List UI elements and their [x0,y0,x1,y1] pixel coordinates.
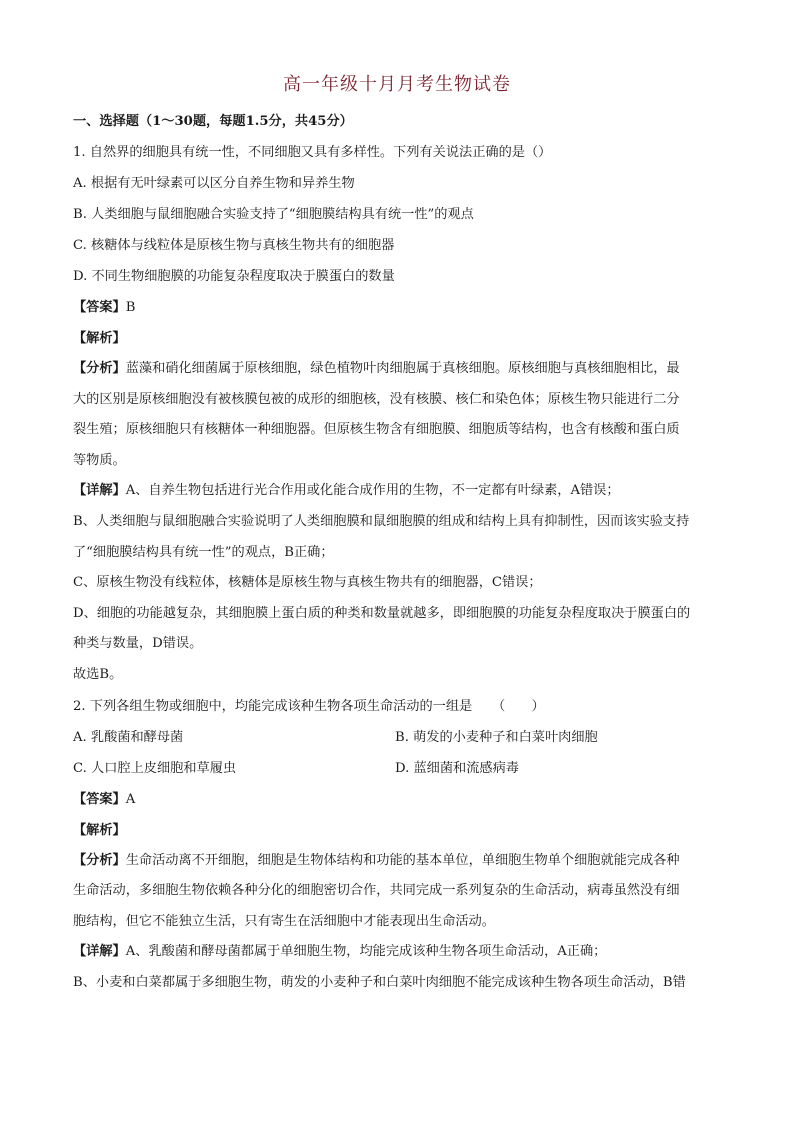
page-title: 高一年级十月月考生物试卷 [283,74,511,95]
xiangjie-tag: 【详解】 [73,483,126,499]
section-heading: 一、选择题（1～30题，每题1.5分，共45分） [73,114,353,129]
analysis-fenxi [73,846,722,938]
xiangjie-tag: 【详解】 [73,944,126,960]
option-d: D. 蓝细菌和流感病毒 [395,760,519,776]
option-a: A. 乳酸菌和酵母菌 [73,729,184,745]
answer-line [73,292,722,323]
question-1 [73,137,722,691]
question-2 [73,691,722,999]
exam-body [73,106,722,999]
xiangjie-line: B、人类细胞与鼠细胞融合实验说明了人类细胞膜和鼠细胞膜的组成和结构上具有抑制性，因而该实验支持 [73,513,690,529]
analysis-fenxi [73,354,722,476]
xiangjie-line: B、小麦和白菜都属于多细胞生物，萌发的小麦种子和白菜叶肉细胞不能完成该种生物各项生命活动，B错 [73,974,686,990]
analysis-xiangjie [73,937,722,998]
xiangjie-line: 了“细胞膜结构具有统一性”的观点，B正确； [73,544,334,560]
fenxi-line: 生命活动离不开细胞，细胞是生物体结构和功能的基本单位，单细胞生物单个细胞就能完成各种 [125,852,680,868]
question-stem: 1. 自然界的细胞具有统一性，不同细胞又具有多样性。下列有关说法正确的是（） [73,145,552,160]
analysis-xiangjie [73,476,722,690]
answer-value: B [125,300,136,315]
fenxi-line: 大的区别是原核细胞没有被核膜包被的成形的细胞核，没有核膜、核仁和染色体；原核生物只能进行二分 [73,391,680,407]
option-b: B. 人类细胞与鼠细胞融合实验支持了“细胞膜结构具有统一性”的观点 [73,207,474,222]
answer-tag: 【答案】 [73,791,126,807]
xiangjie-line: 种类与数量，D错误。 [73,636,203,652]
xiangjie-line: D、细胞的功能越复杂，其细胞膜上蛋白质的种类和数量就越多，即细胞膜的功能复杂程度取决于膜蛋白的 [73,605,691,621]
fenxi-line: 蓝藻和硝化细菌属于原核细胞，绿色植物叶肉细胞属于真核细胞。原核细胞与真核细胞相比，最 [125,361,680,376]
fenxi-line: 胞结构，但它不能独立生活，只有寄生在活细胞中才能表现出生命活动。 [73,913,495,929]
answer-value: A [125,791,136,807]
option-d: D. 不同生物细胞膜的功能复杂程度取决于膜蛋白的数量 [73,269,395,284]
xiangjie-line: A、乳酸菌和酵母菌都属于单细胞生物，均能完成该种生物各项生命活动，A正确； [125,944,607,960]
fenxi-tag: 【分析】 [73,361,126,376]
question-stem: 2. 下列各组生物或细胞中，均能完成该种生物各项生命活动的一组是 （ ） [73,698,545,714]
analysis-label: 【解析】 [73,331,126,346]
option-c: C. 人口腔上皮细胞和草履虫 [73,760,237,776]
options-row [73,753,722,784]
xiangjie-line: 故选B。 [73,666,123,682]
options-row [73,722,722,753]
analysis-label: 【解析】 [73,822,126,838]
fenxi-line: 生命活动，多细胞生物依赖各种分化的细胞密切合作，共同完成一系列复杂的生命活动，病毒虽然没有细 [73,883,680,899]
fenxi-line: 等物质。 [73,452,126,468]
answer-tag: 【答案】 [73,300,126,315]
option-c: C. 核糖体与线粒体是原核生物与真核生物共有的细胞器 [73,238,395,253]
fenxi-line: 裂生殖；原核细胞只有核糖体一种细胞器。但原核生物含有细胞膜、细胞质等结构，也含有核酸和蛋白质 [73,422,680,438]
option-a: A. 根据有无叶绿素可以区分自养生物和异养生物 [73,176,355,191]
xiangjie-line: A、自养生物包括进行光合作用或化能合成作用的生物，不一定都有叶绿素，A错误； [125,483,620,499]
xiangjie-line: C、原核生物没有线粒体，核糖体是原核生物与真核生物共有的细胞器，C错误； [73,575,542,591]
fenxi-tag: 【分析】 [73,852,126,868]
option-b: B. 萌发的小麦种子和白菜叶肉细胞 [395,729,598,745]
answer-line [73,784,722,815]
